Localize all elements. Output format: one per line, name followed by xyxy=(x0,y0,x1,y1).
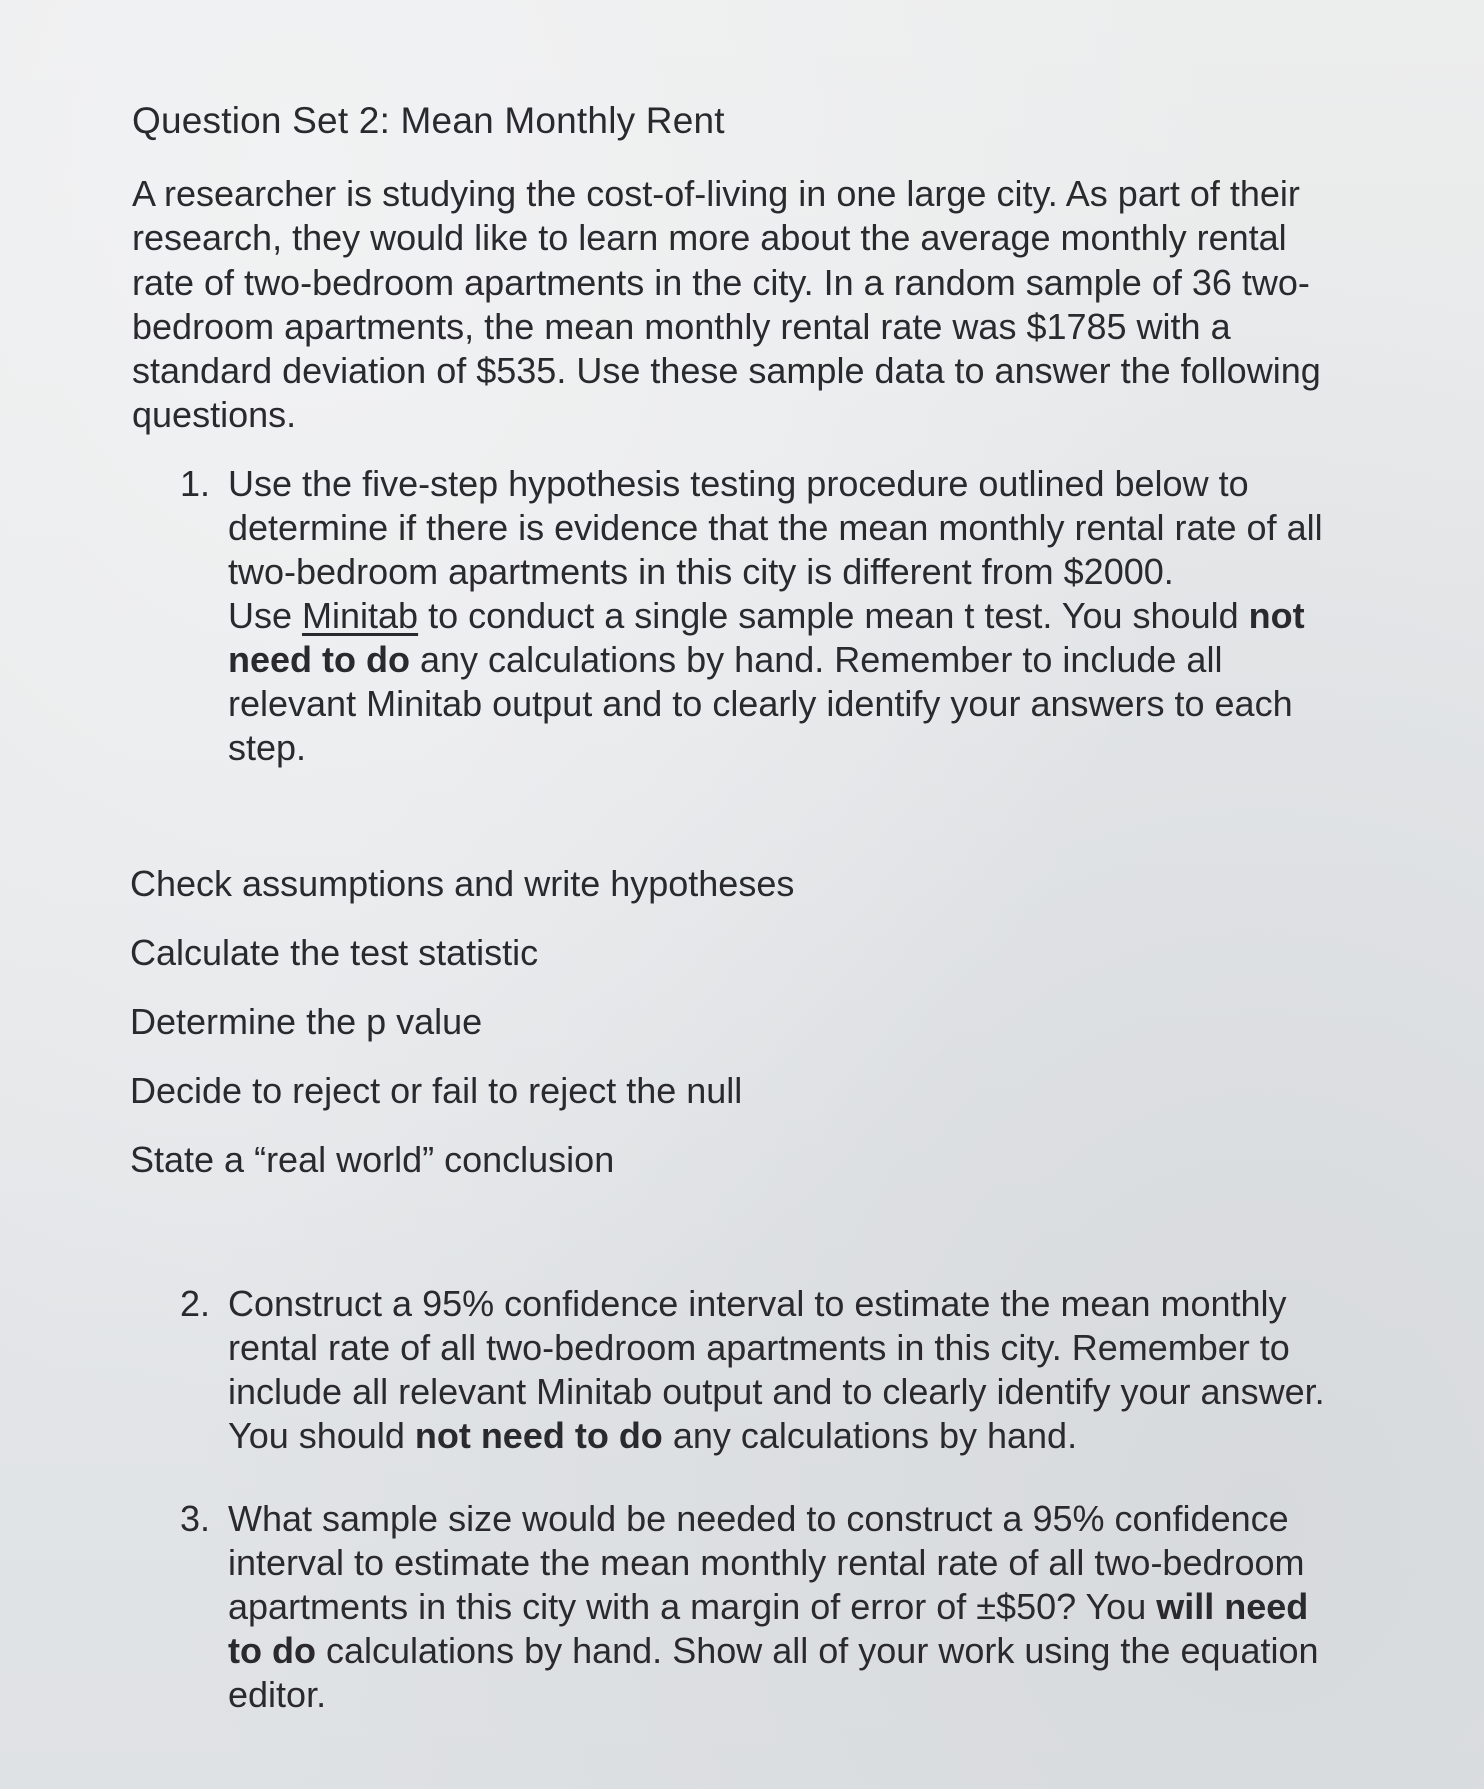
page-title: Question Set 2: Mean Monthly Rent xyxy=(132,100,725,141)
text-run: Use xyxy=(228,595,303,636)
intro-line: standard deviation of $535. Use these sample data to answer the following xyxy=(132,350,1321,392)
question-line xyxy=(228,638,1323,682)
question-text xyxy=(228,1497,1319,1717)
question-line: Use the five-step hypothesis testing procedure outlined below to xyxy=(228,463,1249,504)
bold-text: need to do xyxy=(228,639,410,680)
step-item: Determine the p value xyxy=(130,1001,483,1042)
intro-line: research, they would like to learn more about the average monthly rental xyxy=(132,217,1287,259)
question-number: 1. xyxy=(180,463,211,504)
question-line: Construct a 95% confidence interval to estimate the mean monthly xyxy=(228,1283,1287,1324)
minitab-link[interactable]: Minitab xyxy=(302,595,419,636)
question-line: two-bedroom apartments in this city is different from $2000. xyxy=(228,551,1174,592)
question-line: interval to estimate the mean monthly rental rate of all two-bedroom xyxy=(228,1542,1305,1583)
text-run: any calculations by hand. Remember to include all xyxy=(410,639,1223,680)
question-line: step. xyxy=(228,727,307,768)
question-line xyxy=(228,1629,1319,1673)
question-line xyxy=(228,1414,1325,1458)
text-run: apartments in this city with a margin of error of ±$50? You xyxy=(228,1586,1157,1627)
text-run: You should xyxy=(228,1415,415,1456)
intro-line: bedroom apartments, the mean monthly rental rate was $1785 with a xyxy=(132,305,1231,347)
bold-text: not need to do xyxy=(414,1415,663,1456)
intro-paragraph xyxy=(132,172,1402,438)
intro-line: questions. xyxy=(132,394,297,436)
question-line: editor. xyxy=(228,1674,327,1715)
question-line: include all relevant Minitab output and to clearly identify your answer. xyxy=(228,1371,1325,1412)
bold-text: to do xyxy=(228,1630,316,1671)
steps-list xyxy=(130,862,794,1207)
question-number: 3. xyxy=(180,1498,211,1539)
question-text xyxy=(228,1282,1325,1458)
question-line: rental rate of all two-bedroom apartments in this city. Remember to xyxy=(228,1327,1290,1368)
step-item: Calculate the test statistic xyxy=(130,932,539,973)
step-item: Check assumptions and write hypotheses xyxy=(130,863,795,904)
bold-text: will need xyxy=(1156,1586,1309,1627)
question-line: relevant Minitab output and to clearly identify your answers to each xyxy=(228,683,1293,724)
question-line xyxy=(228,594,1323,638)
question-text xyxy=(228,462,1323,770)
intro-line: rate of two-bedroom apartments in the city. In a random sample of 36 two- xyxy=(132,261,1310,303)
question-line: determine if there is evidence that the mean monthly rental rate of all xyxy=(228,507,1323,548)
text-run: calculations by hand. Show all of your work using the equation xyxy=(315,1630,1319,1671)
question-line: What sample size would be needed to construct a 95% confidence xyxy=(228,1498,1289,1539)
text-run: to conduct a single sample mean t test. You should xyxy=(418,595,1249,636)
step-item: Decide to reject or fail to reject the null xyxy=(130,1070,743,1111)
question-line xyxy=(228,1585,1319,1629)
step-item: State a “real world” conclusion xyxy=(130,1139,615,1180)
question-number: 2. xyxy=(180,1283,211,1324)
bold-text: not xyxy=(1248,595,1305,636)
intro-line: A researcher is studying the cost-of-living in one large city. As part of their xyxy=(132,173,1300,214)
text-run: any calculations by hand. xyxy=(662,1415,1078,1456)
